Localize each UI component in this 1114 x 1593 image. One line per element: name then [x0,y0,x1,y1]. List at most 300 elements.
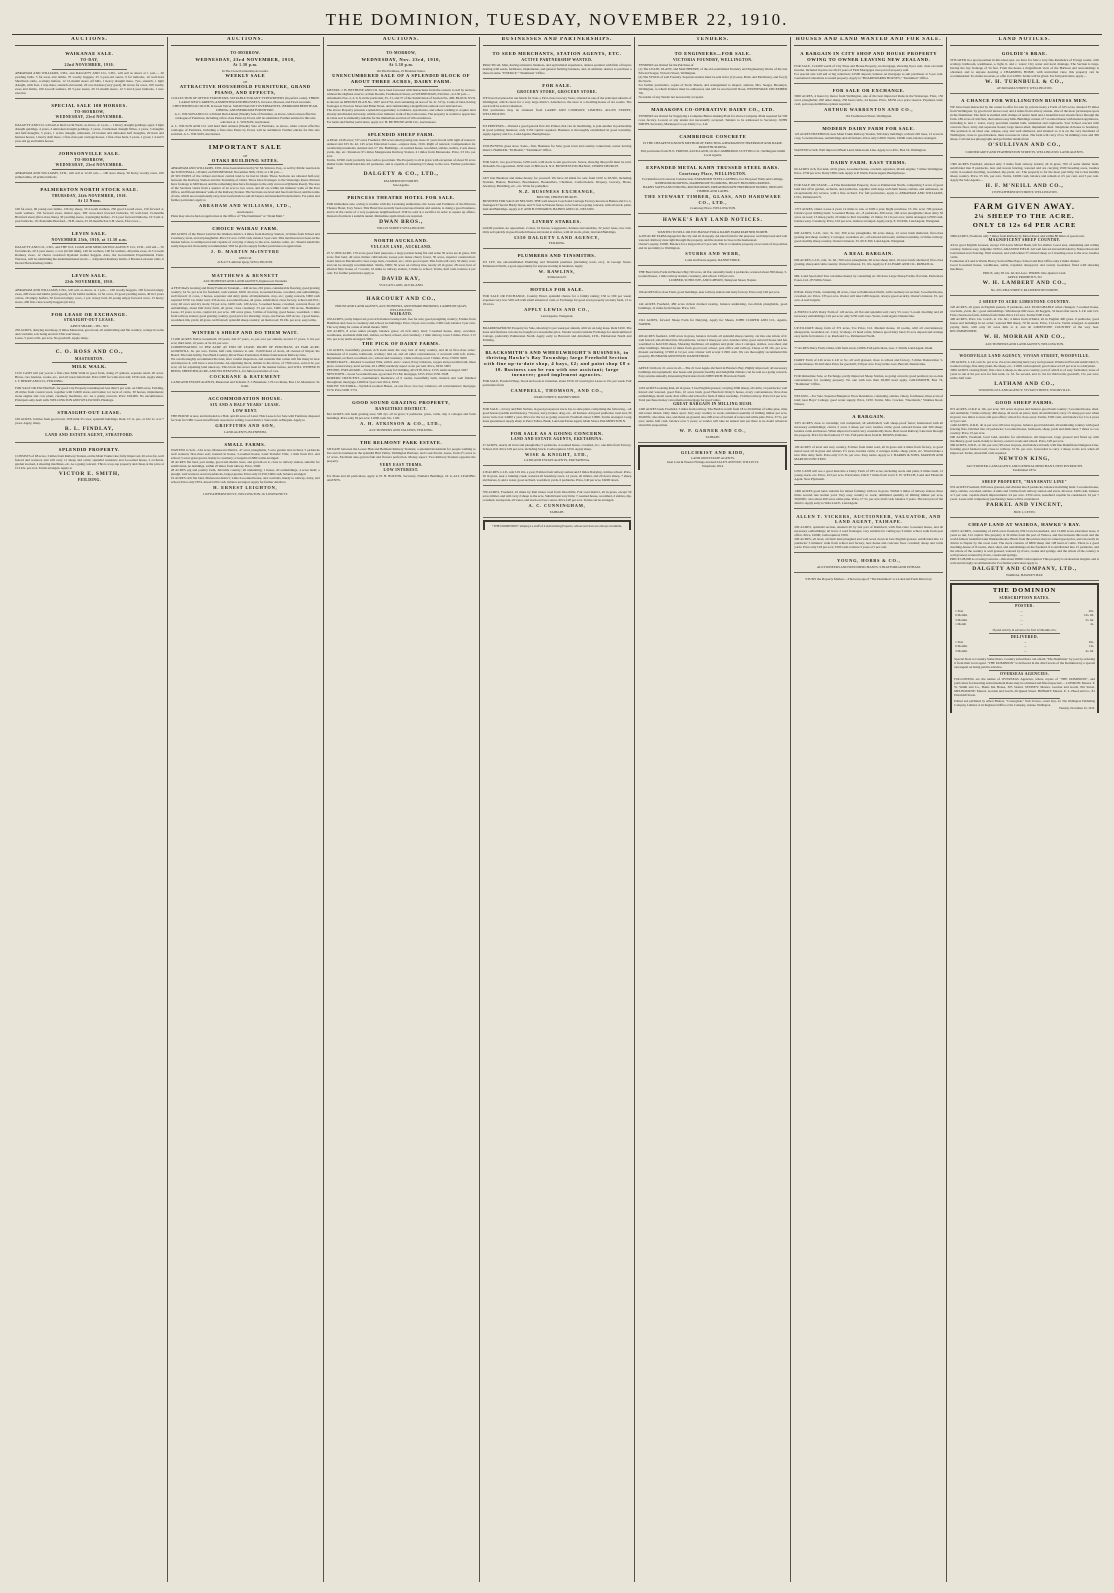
ad-apple-orchard[interactable] [638,364,787,382]
ad-title: FARM GIVEN AWAY. [973,201,1076,212]
ad-body2: FOR SALE OR EXCHANGE, for good City Property returning net less than 5 per cent. on £600 acres, Feilding, 26 miles from coastal town, together with £2400 stores and banks; lot local of cattle, 30 horses, implements; stone engine and cow plant, creamery machines, etc. As a going concern. Price £28,000. No encumbrance. Principals only dealt with. WELLINGTON AND WELLWOOD, Hastings. [15,386,164,403]
ad-winter-sheep-lease[interactable] [171,328,320,392]
ad-limestone-country[interactable] [950,298,1099,350]
advertiser-name: COCKRANE & BATEMENT [209,373,282,379]
ad-plumbers-tinsmiths[interactable] [483,251,632,283]
column-land-notices [947,37,1102,1582]
ad-residential-property-palmerston[interactable] [794,181,943,203]
advertiser-name: W. P. GARNER AND CO., [679,428,747,434]
ad-sub: Land Agents, Wanganui. [540,313,574,318]
ad-1300-acres-freehold[interactable] [950,160,1099,199]
ad-title: TO ENGINEERS—FOR SALE. [674,51,752,57]
ad-1400-acres-mixed-farming[interactable] [794,487,943,509]
ad-body: 1400 ACRES good land, suitable for mixed farming; with lot in grass. Within 5 miles of railway station, three miles second rate station yard. Very easy country to work; unlimited quantity of milling timber per acre, 30,000ft.; also about 200 acres white pine. Price, £7 5s. per acre; half cash, balance 5 years. The best part of the district. Apply early to WALLACE, Land Agent. [794,488,944,505]
ad-title: JOHNSONVILLE SALE. [58,151,121,157]
apply-note: APPLY, PROMPTLY, TO [1007,275,1042,280]
ad-cambridge-concrete[interactable] [638,132,787,161]
ad-body7: KORERO CRESCENT—Gentleman's Residence of 9 rooms, beautifully built, modern and well finished throughout; mortgage, £2669 at 5 per cent. Price, £950. [326,376,476,385]
ad-sub2: AUCTIONEERS AND VALUERS, FEILDING. [369,427,434,432]
ad-sub: CORNER GREY AND FEATHERSTON STREETS, WELLINGTON. LAND AGENTS. [965,149,1084,154]
advertiser-name: £550 DALGETY LAND AGENCY, [514,234,600,240]
column-head: HOUSES AND LAND WANTED AND FOR SALE. [794,37,943,46]
ad-body: UP-TO-DATE sheep farm of 372 acres, Tce Price, £12. Modern house, 10 rooms, with all conveniences; sheepyards, woolshed, etc. Carry 12 sheep; 21 head cattle, balance good dairy land; 25 acre deposit and arrange easy terms for balance. J. A. Rush and Co., Palmerston North. [794,325,944,338]
ad-body: WE have had placed in our hands for Sale, a First-class Grocery Store, situated in one of the principal suburbs of Wellington, which caters for a very large district. Attached to the store is a dwelling-house of six rooms. The stock will be sold at valuation. [482,95,632,108]
ad-sub: TO-DAY, [80,57,99,62]
ad-body: 17,000 ACRES Native Leasehold, 20 years; 2nd 27 years, 1s. per acre per annum; second 17 years, 3. 6d. per acre; third term, 16 years, at 5s. 6d. per acre. [170,336,320,345]
ad-1373-acres-otaki[interactable] [794,205,943,227]
advertiser-name: A. C. CUNNINGHAM, [528,503,586,509]
ad-gilchrist-kidd[interactable] [638,445,787,470]
ad-body3: 110 ACRES, beautifully grassed, rich loam land; the very best of dairy country, and all in first-class order; homestead of 6 rooms, bathroom, scullery; laid on, and all other conveniences; 2 cowbails with loft, stable, implement, orchard, woolshed, etc.; school and creamery, 1 mile railway, town 7 miles. Price, £7000. 5009 [326,348,476,361]
ad-body2: COMPENSATION, £2 PER ACRE AT END OF LEASE. RIGHT OF PURCHASE, AT FAIR ACRE. GOODWILL, 6s. per acre. Terms, half cash, balance to suit. 15,000 head of stock, all cleared of Import the Board. The land is hilly, Tara Bush Country, River Piaro Formation, 8 miles from nearest Railway Line. [170,344,320,357]
ad-body: 25 5/- PER ACRE, 170 acres good farm purposes, a large portion being flat and some 50 acres are in grass, 300 acres first land, 40 acres timber cultivations; sweep part dense cherry forest, 30 acres, superior construction; water land on Macintosh's clear, large barn, cowshed, etc.; all in good repair. This farm will carry 50 dairy cows and can be strongly recommended. Terms, £900; 50 acres on railway line, nearly all in grass; 28 acres best of alluvial flats; house of 7 rooms; 16 miles to railway station, 3 miles to school. Terms, half cash, balance 4 per cent. For further particulars apply to [326,250,476,275]
ad-sub: LAND AND ESTATE AGENTS, EKETAHUNA. [510,437,604,442]
ad-sub2: At 12 Noon. [77,199,102,204]
ad-choice-wairau-farm[interactable] [171,224,320,268]
ad-sub: GROCERY STORE, GROCERY STORE. [516,90,598,95]
ad-sub: VICTORIA FOUNDRY, WELLINGTON. [673,57,753,62]
ad-goldies-brae[interactable] [950,49,1099,94]
advertiser-name: LATHAM AND CO., [994,380,1055,387]
ad-144-acres[interactable] [638,300,787,314]
ad-body3: (2) The STOCK of said Foundry. Separate tenders must be sent in for (1) Lease, Plant, and Machinery, and for (2) the Stock. [638,75,788,84]
ad-body5: PETONE, ESPLANADE—Vacant Section, ready for building, 40 x 93ft. Price, £155; terms arranged. 5027 [326,368,468,373]
ad-sub2: 218-217 Lambton Quay, WELLINGTON. [217,259,274,264]
ad-title: A CHANCE FOR WELLINGTON BUSINESS MEN. [961,98,1089,104]
ad-johnsonville-sale[interactable] [15,149,164,183]
rate-value: 26s. [1088,639,1095,644]
ad-sub: TO-MORROW, [74,157,105,162]
ad-dairy-farm-easy-terms[interactable] [794,158,943,179]
ad-levin-sale[interactable] [15,229,164,269]
ad-livery-stables[interactable] [483,217,632,249]
ad-body: £550 BUYING grass store. Sales—first, Business for Sale; good town and country connection; owner leaving district. HARKER, "Ill-Health," "Dominion" Office. [482,143,632,152]
ad-3475-acres-bargain[interactable] [794,412,943,441]
ad-bush-land-manawatu[interactable] [794,146,943,156]
ad-title: MARAKOPA CO-OPERATIVE DAIRY CO., LTD. [651,107,775,113]
ad-sub2: Courtenay Place, WELLINGTON. [689,206,736,211]
ad-business-exchange[interactable] [483,174,632,215]
rate-dots: ... [1020,617,1023,622]
ad-lease-exchange[interactable] [15,310,164,344]
advertiser-name: GRIFFITHS AND SON, [215,423,276,429]
ad-600-acres-lip[interactable] [794,229,943,247]
ad-body: For Reinforced Concrete Construction. EXPANDED STEEL LATHING, For Fireproof Walls and Ceilings. RUBEROID ROOFING, DAMPPROOF FLOORING, HEAVY BUILDING PAPERS. [642,177,784,186]
rate-period: 3 Months [955,617,968,622]
ad-body: 600 ACRES, L.I.P., rent, 3s. 6d.; 300 acres ploughable, 60 acres sheep land, 10 acres bush; sheltered; first-class grazing, sheep and cattle country. Owner's interest, £5, 10s. Apply to E. D. HARE AND CO., PAHIATUA. [794,257,944,266]
ad-body: WANTED to Sell, Well improved Bush Land, Manawatu Line. Apply to G.P.O., Box 19, Wellington. [794,148,927,153]
ad-special-horses[interactable] [15,101,164,147]
ad-body6: NEWTOWN—Good 5-roomed house, eg section 35 x 84; mortgage, £255. Price £550. 5028 [326,372,449,377]
imprint-note: Printed and published by Albert Blanton, "Cornerglade," York Terrace, owner Key, for The Wellington Publishing Company, Limited, at its Registered Office at the Company, Aranue, Wellington. [954,699,1096,707]
ad-going-concern[interactable] [483,429,632,467]
ad-sub: THURSDAY, 24th NOVEMBER, 1910. [51,193,128,198]
ad-sub: WOODVILLE LAND AGENCY, VIVIAN STREET, WOODVILLE. [959,354,1090,359]
advertiser-name: O'SULLIVAN AND CO., [988,142,1062,149]
ad-body: On The Premises, 25 Brandon Street. [376,69,426,74]
ad-otaki-building-sites[interactable] [171,142,320,221]
ad-body2: 3000 ACRES causing flush; first-class 2-sheep-to-the-acre country; part of which is of easy formation; lease of years to run at 9d. per acre for first term, 1s. 3d. for second, and 1s. 9d. for third term; goodwill, 15s. per acre; terms, half cash. [950,367,1100,380]
ad-3000-acres-wairarapa[interactable] [794,86,943,122]
country-subscriber-note: Special Note to Country Subscribers. Country subscribers can obtain "The Dominion" by post by ordering it from their local agent. "THE DOMINION" is delivered in the chief towns of the Dominion by a special newsagent on being paid in advance. [954,656,1096,669]
ad-sub2: Sole Agents. [392,182,410,187]
ad-sheep-station-exchange[interactable] [794,372,943,390]
advertiser-name: R. L. FINDLAY, [64,425,114,432]
ad-body4: Good 6-roomed house, washhouse, stable, trapshed, sheepyard, and county woolshed, fitted with shearing machines. [950,263,1100,272]
advertiser-name: H. ERNEST LEIGHTON, [213,485,278,491]
rate-value: 5s. 6d. [1085,617,1095,622]
rate-dots: ... [1023,639,1027,644]
ad-allen-vickers[interactable] [794,511,943,554]
ad-body: BOARDINGHOUSE Property for Sale, showing £1 per week per annum, with lot on long lease. Rent £450. The lease and furniture can also be bought at a reasonable price. Vendor would consider Exchange for unencumbered Cottage, preferably Palmerston North. Apply early to Harcourt and Abraham, LTD., Palmerston North and Feilding. [482,325,632,342]
ad-body: Glen Cass & Wooler Fittings-stocked SALE'S AVENUE, WILLIS ST. [666,459,760,464]
ad-sub: GREAT BARGAIN IN MILLING BUSH. [673,401,753,406]
ad-expanded-metal[interactable] [638,163,787,214]
ad-bethune-block-sale[interactable] [327,49,476,127]
advertiser-name: ALLEN T. VICKERS, AUCTIONEER, VALUATOR, AND LAND AGENT, TAIHAPE. [796,513,942,524]
ad-title: A REAL BARGAIN. [843,251,894,257]
ad-body: APPLE Orchard, 21 acres in all.—The 21 best Apple-Orchard in Hawke's Bay. Highly improved; all necessary buildings and equipment; also house and grounds; healthy and delightful climate; can be sold as a going concern. Easy returns annually. Interesting Particulars from JOHN RICH, Havelock North. [638,365,788,378]
advertiser-name: N.Z. BUSINESS EXCHANGE, [518,188,596,194]
ad-sub2: VULCAN LANE, AUCKLAND. [378,283,424,288]
ad-sub: RANGITIKEI DISTRICT. [375,406,427,411]
ad-dominion-house-ad[interactable] [483,520,632,530]
advertiser-name: C. O. ROSS AND CO., [55,349,124,356]
ad-title: FOR SALE. [542,83,572,89]
ad-body3: Plans may also be had on application at the Office of "The Dominion" or "Otaki Mail." [170,213,285,218]
rate-dots: ... [1023,644,1027,649]
ad-title: SPLENDID PROPERTY. [58,447,120,453]
ad-ross-milk-walk[interactable] [15,346,164,406]
rate-period: 1 Year [955,608,964,613]
ad-body: ABRAHAM AND WILLIAMS, LTD., will sell at 12.30 a.m.— 100 store sheep, 30 heavy woolly ewes, 100 prime lambs, 45 prime bullocks [15,171,164,180]
ad-hotels-for-sale[interactable] [483,285,632,321]
advertiser-name: VICTOR E. SMITH, [58,470,121,477]
column-head: AUCTIONS. [15,37,164,46]
ad-title: EXPANDED METAL KAHN TRUSSED STEEL BARS. [646,164,780,170]
ad-two-stores[interactable] [483,158,632,172]
advertiser-name: H. F. M'NEILL AND CO., [985,182,1064,189]
ad-body: NELSON.—For Sale. Superior Bungalow 8 low Residence, consisting, stables, vinery, fowlhouse, three acres of land; near Boys' College; good water supply. Price, £250. Terms. Mrs. Crocker, "Deerlands," Waimea Road, Nelson. [794,393,944,406]
rate-value: 13s. [1088,644,1095,649]
subscription-rates-box[interactable] [950,583,1099,713]
ad-body3: We can thoroughly recommend the land, after careful inspection, and consider that a man will file many in boar and improve it, will have a sure fortune. An adjoining block, similar to the above, of 7300 acres, sold at 6s. per acre; all for adjoining land taken up. This block has never been in the market before, and WILL WITHER IS BEING SHEEP PER ACRE, AND NO ITEM WELL, for fuller particulars of care. [170,356,320,373]
delivered-rates-table [954,640,1095,654]
ad-body: SITUATED in a good position in this ideal spot, we have for Sale a very fine Residence of 8 large rooms, with scullery, bathroom, washhouse, e. light, h. and c. water; City water and local drainage. The Section is large, having the bay frontage of 54 feet. From the house a magnificent view of the Harbour and surroundings is obtained, and to anyone desiring a CHARMING HOME, with unrivalled view, this property can be recommended. To obtain an estate, or offer it at £2950. Terms will be given. For full particulars, apply— [950,57,1100,78]
ad-body2: 1400 ACRES bush, Freehold, 5 miles from railway. The Bush is worth from 18 to 20 million of white pine, rimu and totara mixed. Only miles apart. Very easy country to work; estimated quantity of milling timber per acre, 30,000ft.; also rimu, rata, and matai on ground; also 200 acres of bottom of totara and white pine. Price, £7 5s. per acre; terms, half cash, balance over 5 years; or vendor will take an annual rent per there is no doubt whatever about this proposition. [638,407,788,428]
ad-title: WEDNESDAY, Nov. 23rd, 1910, [361,56,441,62]
advertiser-name: W. H. LAMBERT AND CO., [982,280,1067,287]
ad-body: 100 ACRES, partly improved, part rich drained swamp land, free for sale; good ploughing country; 8 miles from Hamilton and close to creamery and school; no buildings. Price, £9 per acre; terms, £300 cash, balance 5 per cent. The very thing for a man of small means. 5002 [326,317,476,330]
ad-title: STRAIGHT-OUT LEASE. [57,410,122,416]
ad-title: LIVERY STABLES. [532,219,582,225]
ad-250-cash-dairy-farm[interactable] [794,467,943,485]
column-businesses-partnerships [480,37,636,1582]
ad-printers-partnership[interactable] [483,122,632,140]
ad-body4: The above Property presents a splendid opportunity to builders, speculators, and others wishing to acquire land already subdivided and ready, within a few minutes' walk of the tram routes. The property is certain to appreciate in value as it is eminently suitable for the immediate erection of villa residences. [326,107,476,120]
ad-sub: STRAIGHT-OUT LEASE. [63,318,115,323]
advertiser-name: WISE & KNIGHT, LTD., [524,451,590,457]
ad-straight-out-lease[interactable] [15,408,164,443]
rate-period: 6 Months [955,613,968,618]
ad-farm-given-away[interactable] [950,200,1099,295]
advertiser-name: NEWTON KING, [999,455,1051,462]
ad-title3: ATTRACTIVE HOUSEHOLD FURNITURE, GRAND PIANO, AND EFFECTS, [179,83,311,95]
advertiser-location: FEILDING. [77,478,102,483]
ad-body: 1300 ACRES Freehold, situated only 3 miles from railway station; all in grass, 700 of some shelter bush, subdivided into 8 paddocks, best and lowest fencing, watered and are carrying 2500 breeding ewes, besides cattle; 6-roomed dwelling, woolshed, dip-yards, etc. The property is for the most part hilly, but is has healthy sheep country. Price, £5 10s. per acre. Terms, £2000 cash, balance and remain at 4½ per cent. and 5 per cent. Apply the Sole Agents— [950,161,1100,182]
ad-title2: UNENCUMBERED SALE OF A SPLENDID BLOCK OF ABOUT THREE ACRES, DAIRY FARM. [332,73,471,84]
ad-grass-store[interactable] [483,142,632,156]
ad-ideal-dairy-farm[interactable] [794,288,943,306]
ad-body: FOR SALE, Freehold Shop, Stock and tools at valuation, about £550. Or would give Lease at 15s. per week. Full particulars from [482,379,632,388]
subscription-heading: SUBSCRIPTION RATES. [999,596,1050,601]
ad-sub2: At 1.30 p.m. [388,63,414,68]
posted-heading: POSTED. [1015,603,1035,608]
ad-body: 872 ACRES, O.R.P. at 10s. per acre; 325 acres in grass and balance good bush country; 5-roomed house, shed, and outbuilds; 7 miles railway; 400 sheep, all stock on place; land, all subdivided; carry 1½ sheep per acre when in grass; two miles to store and post office; school for close away. Terms, £500 cash, and balance for 2 to 4 years at 5 per cent. [950,406,1100,423]
rate-period: 3 Months [955,648,968,653]
ad-body: TO LET, the old-established Plumbing and Tinsmith premises (including tools, etc.), in George Street, Palmerston North, a good opportunity for anyone starting in business. Apply [482,260,632,269]
ad-dairy-farm-416-acres[interactable] [794,356,943,370]
ad-body: DALGETY AND CO., LTD., and THE N.Z. LOAN AND MERCANTILE AGENCY CO., LTD., will sell— 50 fat bullocks, 20 3-year steers, 1 cow (in full milk), 140 fat wethers, 100 fat wethers, 40 prime ewes, 215 2-tooth Romney ewes, 12 choice crossbred Ryeland wether hoggets. Also, the Government Experimental Farm, Weraroa, will be submitting the undermentioned stock:— 4 Ryeland-Romney lambs, 2 Border-Leicester rams, 6 Dorset Horn-Romney lambs [15,245,164,266]
ad-body: Full particulars from H. E. FRIEND, AUCKLAND, Or the CAMBRIDGE CUTTING CO., Wellington-Smith Local Agents. [640,148,786,157]
ad-sub: TO-MORROW, [74,109,105,114]
ad-sub2: AUCTIONEERS AND LAND AGENTS, WELLINGTON. [985,342,1064,347]
ad-wilson-weekly-sale[interactable] [171,49,320,140]
ad-title: HOTELS FOR SALE. [530,287,584,293]
ad-sub: AND CO. [238,255,252,260]
ad-sub3: LAND AGENTS, BLENHEIM. [224,429,267,434]
ad-body: ABRAHAM AND WILLIAMS, LTD., will sell, as above, at 1 p.m.— 100 woolly hoggets, 100 forward empty ewes, 200 ewes and lambs (extra good), 25 fat lambs wethers, 12 fat cows, 25 good yearling steers, 40 in 5 years calves, 20 empty heifers, 50 forward empty cows, 1 p.h. Jersey bull, 20 young empty forward cows, 15 heavy steers, 200 first-class woolly hoggets (in lots) [15,287,164,304]
ad-body2: (1) The LEASE, PLANT, and MACHINERY, of the old-established Foundry and Engineering Works of the late Edward Seager, Victoria Street, Wellington. [638,67,788,76]
ad-body3: 28 ACRES pig and poultry farm, Jubaville country; all undulating; 1 house, all outbuildings, 4 acres bush; a plough, well watered, several paddocks, large paperies. Price only £1250; £600 cash, balance arranged. [170,468,320,477]
ad-body: ABRAHAM AND WILLIAMS, LTD., have been instructed by W. M. Simcox, Esq., to sell by Public Auction in the TOWN HALL, OTAKI, on WEDNESDAY, November 30th, 1910, at 1.30 p.m.— [170,166,320,175]
ad-body3: Formation of Land is Warm, Heavy Soil on Blue Papa. School and Post Office only 2 miles distant. [950,259,1080,264]
advertiser-name: ARTHUR WARRENTON AND CO., [824,107,914,113]
ad-body4: 960 ACRES, O.R.P., at 10s. per acre; 99 acres in grass, and balance in bush, with fine Dunnfrieze Dungaree Line, fronting good formed road; close to railway. £2 8s. per acre, forwarded to carry 1 sheep to the acre when all improved. Terms, about half cash required. [950,442,1100,455]
ad-body4: A. L. WILSON AND CO. will hold their Annual (Weekly Sale of Furniture, as above, when a most effective catalogue of Furniture, including a first-class Piano by Erard, will be submitted. Further entries for this sale solicited. A. L. WILSON, Auctioneer. [170,124,320,137]
ad-chance-wellington-businessmen[interactable] [950,96,1099,157]
ad-body: MR. Land Specialist! You can make money by consulting us. We have Large Sheep Farms, flat land, Particulars Eases, Ltd., 85 Willis Street. [794,273,944,282]
ad-body: FOR immediate Sale, or Exchange, partly improved Sheep Station, as going concern; good position; up-to-date conveniences for working property. No one with less than £8,000 need apply. GOLDSMITH, Box 74, "Dominion" Office. [794,373,944,386]
ad-sub3: OF [243,79,248,84]
ad-218-acres[interactable] [483,468,632,486]
table-row [954,649,1095,654]
advertiser-name: APPLY LEWIS AND CO., [524,307,590,313]
ad-marakopa-dairy[interactable] [638,105,787,130]
ad-sub3: MAGNIFICENT SHEEP COUNTRY. [988,237,1061,242]
ad-sub: WILLIS STREET, WELLINGTON. [377,226,426,231]
column-head: AUCTIONS. [327,37,476,46]
ad-title: A BARGAIN IN CITY SHOP AND HOUSE PROPERTY OWING TO OWNER LEAVING NEW ZEALAND. [800,51,938,62]
ad-body: TO PRINTERS.—Wanted a good general first Job Printer, that can do machining, to join another in partnership in good jobbing business; only £150 capital required. Business is thoroughly established in good township. Apply Agency and Co., Land Agents, Bunnythorpe. [482,123,632,136]
ad-body: 822 ACRES rich bush grazing area; 500 2yr, all in grass; 9 paddocks, grass, cattle, dip; 2 cottages and farm buildings. Price only £9 per acre; £1000 cash. No. 1196 [326,412,476,421]
ad-body: 185 ACRES, L.I.P., rent 3s. per acre, 2¼ acres dairying land; very well grassed, Windward flat and subdivided; 5-roomed cottage, fine dairy plant, the sheep, etc., £1000 cash required; good value at £23 per acre to a dairyman. [950,359,1100,368]
ad-title: FOR SALE OR EXCHANGE. [832,87,905,93]
ad-young-hobbs[interactable] [794,555,943,572]
ad-harcourt-waikato[interactable] [327,293,476,396]
ad-accommodation-house[interactable] [171,394,320,437]
ad-nelson-bungalow[interactable] [794,392,943,410]
ad-1341-acres[interactable] [638,316,787,330]
ad-modern-dairy-farm[interactable] [794,124,943,145]
ad-sub: 2 SHEEP TO ACRE LIMESTONE COUNTRY. [979,299,1071,304]
advertiser-name: DAVID KAY, [381,275,421,282]
ad-title: SPECIAL SALE 100 HORSES. [51,103,128,109]
ad-body: A FEW likely Grazing and Dairy Farms in Taranaki— 440 Acres, 210 grass, considerable flooring, good grazing country; £4 5s. per acre for freehold; cash wanted, £600. 44 acres, 6-roomed house, cowshed, and outbuildings, well fenced; 11 cows, 1 horses, separator and dairy plant, all implements, crop, etc.; going concern, £900 cash required £550. Go main road. 256 Acres, 4-roomed house, all grass, subdivided, close factory, school and P.O.; carry 40 cows and dry stock; £9 per acre, £400 cash. 120 Acres, 5-roomed house, cowshed, concrete floor, all outbuildings, about half dairy farm, all grass; close creamery. £5 per acre, £600 cash. 740 Acres, Holmshire Lease, 23 years to run, capital 4d. per acre, 100 acres grass, 3 miles of fencing, good house, woolshed, 1 mile from railway station; good grazing country, good price for shearing; crops, one horses, 693 Acres, 1 good house, woolshed, 6in, yards; all grass, well fenced; splendid sheep country; on main road; £9 18s. per acre; easy terms. [170,286,320,323]
ad-title: CHEAP LAND AT WAIROA, HAWKE'S BAY. [968,521,1081,527]
ad-body: 100 ACRES, 6 miles from good town. Will milk 35 cows; splendid buildings. Rent, £3 1s. per., at £22 1s. 4 or 7 years. Apply, sharp. [15,416,164,425]
ad-title: IMPORTANT SALE [208,144,282,152]
ad-livery-bait-stables[interactable] [483,405,632,427]
ad-sub: Palmerston N. [547,275,567,280]
ad-sub: 161 Featherston Street, Wellington. [845,113,893,118]
ad-grazing-run-milling-bush[interactable] [638,384,787,443]
ad-palmerston-stock-sale[interactable] [15,185,164,227]
ad-400-acres-freehold[interactable] [638,332,787,362]
ad-body: FOR SALE OR EXCHANGE, Country Hotel, splendid chance for a family taking; £50 to £80 per week; expenses very low. Will sell with small amount of cash, or Exchange for good town property on dairy farm, 12 to 18 acres. [482,294,632,307]
ad-body: 77 ACRES Dairy Farm, Otaki, with farm stock, £2000. Full particulars, Geo. J. Smith, Land Agent, Otaki. [794,345,934,350]
ad-sub: HOUSE AND LAND AGENTS, AUCTIONEERS, AND SHARE BROKERS, LAMBTON QUAY, WELLINGTON. [335,303,467,312]
advertiser-name: DALGETY AND COMPANY, LTD., [972,565,1077,572]
ad-city-shop-house-property[interactable] [794,49,943,83]
ad-title: GOLDIE'S BRAE. [1001,51,1048,57]
ad-body: 66 ACRES rich, flat land, all in grass, 4-roomed house, cowbail, separator, divide engine; 7 miles Wellington. Price, £750 per acre. Dairy £850 cash. Apply to P. Webb, Estate Agent, Bunnythorpe. [794,167,944,176]
ad-body: 218 ACRES, L.I.P., rent £19 10s. a year; 8 miles from railway station and 3 miles Dairying, 4 miles school. Price, £6 in grass, near a running creek, watered all boundary ewes, 12 years, all timber, and 20 dover sheep, 7 sheep and horses, 6, and a water, good orchard, woolshed, yards, 6 paddocks. Price, £40 per acre, £6000 down. [482,470,632,483]
ad-body: WE have been instructed by the owner to offer for sale by private treaty a Farm of 325 acres, situated 35 miles from Wellington, by good level motor road, and 4 miles from railway station. One of the most picturesque spots in the Dominion. The farm is studded with clumps of native bush and a beautiful trout stream flows through the farm. 180 acres of rich flats, the balance easy hills. Buildings consist of 7-roomed house with modern appliances, including h. and c. water, every porcelain enamel bath, sanitation and cupboards. Saw School erected with concrete floor, dairy and separator house; large motor-shed, implement shed. Telephone in house to boundary. The position is an ideal one, unique, easy and well sheltered, and situated so it is on the very threshold of Wellington, close to good markets, must recourse in value. The farm will carry 25 to 34 milking cows and 300 sheep. Call and see photographs and get further details from [950,105,1100,142]
ad-body: 400 ACRES freehold, 1200 acres in grass, balance in bush, all splendid sheep country, cut into one whole of it; well fenced; sub-divided into 30 paddocks, carries 2 sheep per acre, besides cattle; good outward house and has woolshed to hold 630 sheep, Shearing machines; all engines and plant; also 2 cottages, stables, cow-shed, and other buildings. Situated 12 miles from good road; school, post office and railway. Cheap at £8 10s. per acre. Present auctioning, £7200 at £2 per cent. Owner will accept £1500 cash. We can thoroughly recommend this property. HUSBAND AND FINCH, DANNEVIRKE. [638,333,788,358]
rate-period: 1 Month [955,622,967,627]
ad-wairoa-cheap-land[interactable] [950,520,1099,581]
advertiser-name: LUMBER, SCHULTZE, AND GIBSON, Tennyson Street, Napier. [668,277,757,282]
ad-sub2: 22nd NOVEMBER, 1910. [64,63,115,68]
ad-700-acres-woodville[interactable] [483,488,632,517]
ad-sub: PALMERSTON NORTH. [383,178,419,183]
ad-sub2: Auctioneers. [236,209,254,214]
ad-title: DAIRY FARM. EASY TERMS. [830,160,907,166]
ad-body: THE Best Little Farm in Hawke's Bay; 90 acres, all flat, naturally bush; 4 paddocks, watered about 380 sheep, 5-roomed house, 1 mile railway station, creamery, and school. £18 per acre. [638,269,788,278]
ad-sub: BOX 590, CHRISTCHURCH. [536,195,578,200]
rate-dots: ... [1023,648,1027,653]
ad-title: LEVIN SALE. [71,273,108,279]
ad-sub2: LAND AND ESTATE AGENTS, EKETAHUNA. [524,458,590,463]
ad-body2: 1440 ACRES, O.R.P., all at per acre; 68 acres in grass, balance good bush land, all undulating country with good fencing flats. Divided into 10 paddocks; 5-roomed house, bathroom, sheep yards and milk shed; 7 miles to cow country. Price, £5 per acre. [950,422,1100,435]
ad-body: 1263 ACRES Grazing Run, all in grass, 3 last English grasses; carrying 2000 sheep; all cattle; 12 paddocks; well fenced and watered, good flats, 10 acres bush, good Hereford Oxley's house, every conveniences, first-class outbuildings, metal roads. Post office and school for farm, 8 miles township, 15 miles railway. Price £12 per acre. Total purchase money can remain on mortgage for good value. [638,385,788,402]
ad-body: £250 CASH will see a good man into a Dairy Farm of 185 acres, including stock and plant, 9 miles bush, 12 young stock, etc. Price, £23 per acre. Particulars, Ditch 7 miles from town T. W. WELCH, Land and Financial Agent, New Plymouth. [794,468,944,481]
ad-body: APPLY SHARP—TEL. 303. [70,324,109,329]
ad-real-bargain[interactable] [794,249,943,270]
ad-body3: Owner's equity, £2000. Balance for a long term at 5 per cent. This is a valuable property on account of its position and its proximity to Wellington. [638,242,788,251]
ad-body: PRACTICAL Man, having extensive business, and agricultural experience, desires position with firm of buyers dealing with seeds, fertilisers, implements, and general farming business, and, in addition, desires to purchase a share in same. "ENERGY," "Dominion" Office. [482,63,632,76]
ad-body: FOR SALE—Livery and Bait Stables, in good prosperous town. Up-to-date plant, comprising the following—all good horses (saddle and harness), 7 horses, lorry, brakes, drag, etc., all harness. All good paddocks; total area 30 acres; turn over £4000 a year. Price for the lot as going concern: Freehold about £1800. Terms arranged. Long lease guaranteed. Apply sharp to Peter Talbot, Bank, Land and Estate Agent, Main Street, PALMERSTON N. [482,406,632,423]
ad-sub: WARD STREET, DANNEVIRKE. [533,394,581,399]
ad-princess-theatre-hotel[interactable] [327,193,476,234]
ad-seed-merchants-partnership[interactable] [483,49,632,79]
ad-waikanae-sale[interactable] [15,49,164,99]
ad-body: 27 ACRES, nearly all level and ploughable; 5 paddocks, 4-roomed house, cowshed, etc.; one mile from Factory. School, P.O. Price £29 per acre, including Stock. Cash required, £250. Apply sharp. [482,442,632,451]
ad-good-sheep-farms[interactable] [950,398,1099,475]
ad-best-little-farm[interactable] [638,268,787,286]
ad-body2: 490 ACRES, Price 12s. G.R.P., at 13s. 6d.; 4 miles from OTAKI, all in English 490 grass, 9 paddocks; good house and buildings in A1 order; watered 800 sheep, 70 fat stock. Price, £14 acre. Terms arranged. A splendid paying farm, with only 20 acres hills to it, and all LIMESTONE COUNTRY of the very best. RECOMMENDED. [950,317,1100,334]
ad-body: 19,015 ACRES, containing of 4456 acres freehold, 659 Crown leasehold, and 13,900 acres education lease, 6 years to run, £12 capital. The property is 32 miles from the port of Wairoa, and lies between this town and the world-famed, beautiful Lake Waikaremoana. Black from this picture may be valued good price, and can easily be driven to Napier by the coast road. The stock consists of 6800 sheep and 128 head of cattle. There is a good dwelling-house of 8 rooms, shed, shed, and outbuildings on the freehold. It is subdivided into 15 paddocks, and the whole of the country is well grassed, watered by rivers, creeks and springs, and the whole of the country is well grassed, watered by rivers, creeks and springs. [950,528,1100,557]
ad-land-specialist[interactable] [794,272,943,286]
advertiser-name: W. H. TURNBULL & CO., [985,78,1064,85]
ad-up-to-date-sheep-farm[interactable] [794,324,943,342]
ad-body2: All in good English Grasses, except 150 Acres Mixed Bush, left for shelter. Good area, undulating and rolling country, balance easy, ridgelike. WELL-GRASSED FIELD. All well fenced and subdivided by Nature Road and Galvanised-iron Fencing. Well watered, and with winter 5½ mixed sheep or 2 breeding ewes to the acre, besides cattle. [950,243,1100,260]
ad-body2: MESSRS. J. H. BETHUNE AND CO. have been favoured with instructions from the owners to sell by auction, without the slightest reserve, at their Rooms, Featherston Street, on WEDNESDAY, 23rd inst., at 2.30 p.m.— [326,87,476,96]
ad-first-class-dairy-farm[interactable] [794,308,943,322]
ad-sub: IS THE CHEAPEST KNOWN METHOD OF ERECTING A PERMANENT FIREPROOF AND DAMP-PROOF BUILDING. [643,140,783,149]
delivered-heading: DELIVERED. [1010,634,1039,639]
ad-body2: 100 ACRES, 8 acres under plough, balance grass; all rich dairy land; 7-roomed house, dairy, cowshed, woolhouse, stockside milk bail, stables, orchard, school, and creamery; 1 mile railway, town 3 miles. Price, £13 10s. per acre; terms arranged. 5001 [326,329,476,342]
ad-blacksmith-business[interactable] [483,348,632,403]
ad-title: GOOD SHEEP FARMS. [995,400,1054,406]
ad-body2: 20 ACRES flat land, part stump, good and shelter trees, and growth on it, close to railway station, suitable for subdivision, no buildings, within 25 miles from railway. Price, £900. [170,460,320,469]
ad-rangitikei-grazing[interactable] [327,398,476,436]
ad-sub: Courtenay Place, WELLINGTON. [679,171,747,176]
advertiser-name: HARCOURT AND CO., [366,296,436,303]
ad-grocery-store[interactable] [483,81,632,119]
ad-north-auckland-farms[interactable] [327,236,476,291]
ad-small-farms[interactable] [171,440,320,499]
ad-matthews-bennett[interactable] [171,270,320,326]
ad-title: FOR LEASE OR EXCHANGE. [51,311,128,317]
ad-body5: For terms and further particulars, apply to J. H. BETHUNE AND CO., Auctioneers. [326,119,437,124]
ad-body: "THE DOMINION" employs a staff of 4 Advertising Experts, whose services are always available. [491,523,623,528]
ad-106-acres[interactable] [638,288,787,298]
ad-title2: OTAKI BUILDING SITES. [211,157,279,163]
ad-sub2: WAIKATO. [389,311,413,316]
column-auctions-1 [12,37,168,1582]
ad-splendid-property[interactable] [15,445,164,487]
posted-rates-table [954,610,1095,628]
ad-body8: MOUNT VICTORIA—Stylish 6-roomed House, on one floor, two bay windows, all conveniences; mortgage £570. Price £600. 5731 [326,384,476,393]
ad-body3: Allotments Nos. 2, 4, 6, 8, in the particular, 25, 31, and 37 of the Subdivision of Section No. 498, BLOCK XVII, as shown on DEPOSIT PLAN No. 1827 and 4752, and containing an area of 3a. 2r. 31½p. Come of land, having frontages to Towrow Street and Brine Street, and commanding a magnificent outlook over land and sea. [326,95,476,108]
ad-victoria-foundry[interactable] [638,49,787,103]
ad-body: 1373 ACRES, Otaki. Lease 4 years 12 miles to run, at £200 a year. Right purchase, £5 10s. acre; 700 grassed, balance good milling bush; 5-roomed House, etc., 8 paddocks, 300 acres, 160 acres ploughable; most dairy 50 acres on road; 13 sheep yards; 22 miles to Port township; 21 miles; £2 12s per acre; terms arranged, £2500 cash, balance easy. Creamery, Price, £10 per acre, balance arranged. Apply early, E. WOOD, Land Agent, Wanganui. [794,207,944,224]
ad-title: LEVIN SALE. [71,231,108,237]
ad-two-sound-investments[interactable] [950,352,1099,396]
advertiser-name: STUBBS AND WEBB, [685,251,741,257]
ad-sub: VULCAN LANE, AUCKLAND. [370,244,432,249]
ad-property-market-note[interactable] [794,575,943,584]
ad-body: 220 ACRES, all grass in English pasture, 8 paddocks, ALL PLOUGHABLE when changed, 7-roomed house, cowbails, yards, &c.; good outbuildings. Windswept 600 ewes, 40 hoggets, 32 head after stock. L.I.P. rent £21. First-class horse farm, 4 miles from Otaki. Price £12 acre. Terms £500 Cash. [950,305,1100,318]
page-masthead: THE DOMINION, TUESDAY, NOVEMBER 22, 1910. [12,10,1102,35]
ad-body2: 26 SECTIONS of the richest and most central land to be had in Otaki. These Sections are situated half-way between the Railway Station and the Township of Otaki. Three have frontages to the Waerenga Road, thirteen have frontage to Mill Road, and the remaining nine have frontages to the only cross road (Dunns Road). The area of the Sections varies from a quarter of an acre to two acres, and all are within ten minutes' walk of the Post Office, and fifteen minutes' walk of the Railway Station. The Sections are level and free from flood, and the terms of sale, which are exceptionally easy, have been made to suit all buyers and leasehold bona holders. For plans and further particulars apply to [170,174,320,203]
advertiser-name: THE STEWART TIMBER, GLASS, AND HARDWARE CO., LTD., [644,194,782,205]
ad-sub3: LOW INTEREST. [383,468,419,473]
ad-body: THE HOUSE is new, and included is a Hall, and 40 acres of Land. This Lease is for Sale with Furniture disposed for Sale for £380. Good and efficient reasons for selling. Good district. Sale retail. A Bargain. Apply to [170,414,320,423]
ad-body2: PRICE £28,000 as a Going Concern—this about £8000 cash required. This property is an absolute bargain, and is well and strongly recommended in. For further particulars apply to [950,556,1100,565]
ad-levin-sale-2[interactable] [15,271,164,307]
ad-77-acres-otaki[interactable] [794,344,943,354]
ad-title: CHOICE WAIRAU FARM. [212,225,279,231]
ad-manawatu-sheep-property[interactable] [950,478,1099,518]
ad-body: 125 ACRES FREEHOLD, near Main Trunk Railway Station, 500 dairy buildings; orchard 220 trees, 12 acres in crop; 5-roomed house, outbuildings and all farmers. Price only £4500. Terms, £2000 cash, balance arranged. [794,132,944,141]
ad-body: £150 CASH will put you in a first-class Milk Walk in good form, doing 27 gallons, separate retail, 20 acres. Horse, cart, harness, cooler, etc., and all wares hand land. Price £200 for walk and cash; £250 cash. Apply sharp. J. T. BERRY AND CO., FEILDING. [15,371,164,384]
paid-in-advance-note: If paid strictly in advance for full 12 Months 21s. [992,627,1057,632]
ad-title: BLACKSMITH'S AND WHEELWRIGHT'S BUSINESS, in thriving Hawke's Bay Township; large Freehold Section with fine up-to-date shop, 4 bays, £2; and paint shop £8 x 10. Business can be run with one assistant; large turnover; good implement agencies. [483,349,631,378]
ad-belmont-park-estate[interactable] [327,438,476,485]
ad-title: PLUMBERS AND TINSMITHS. [517,253,597,259]
ad-splendid-sheep-farm[interactable] [327,130,476,191]
ad-title: WEDNESDAY, 23rd NOVEMBER, 1910, [195,56,296,62]
ad-body3: 200 ACRES, all level, all farm land ploughed and well sown down in best English grasses, subdivided into 12 paddocks' 5 minutes' walk from school and factory, new house and concrete floor cowshed; sheep and cattle yards. Price only £18 per acre; £500 cash, balance 5 years at 5 per cent. [794,537,944,550]
ad-hawkes-bay-land-notices[interactable] [638,216,787,265]
ad-boardinghouse[interactable] [483,324,632,346]
ad-100-acres-level[interactable] [794,443,943,465]
ad-body: In The Close Partnership Accounts. [221,69,269,74]
rate-value: 6s. 6d. [1085,648,1095,653]
